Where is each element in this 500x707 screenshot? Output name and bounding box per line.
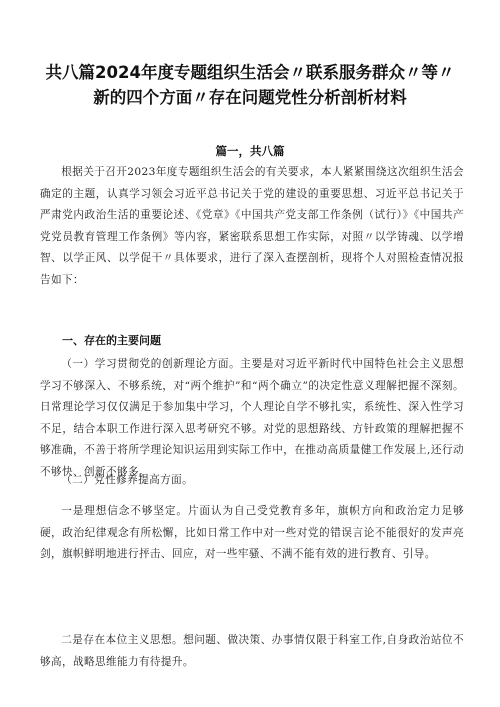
paragraph-theory-study: （一）学习贯彻党的创新理论方面。主要是对习近平新时代中国特色社会主义思想学习不够深入、不够系统，对“两个维护”和“两个确立”的决定性意义理解把握不深刻。日常理论学习仅仅满足于参加集中学习，个人理论自学不够扎实，系统性、深入性学习不足，结合本职工作进行深入思考研究不够。对党的思想路线、方针政策的理解把握不够准确，不善于将所学理论知识运用到实际工作中，在推动高质量健工作发展上,还行动不够快、创新不够多。 [40,358,464,478]
intro-paragraph: 根据关于召开2023年度专题组织生活会的有关要求，本人紧紧围绕这次组织生活会确定的主题，认真学习领会习近平总书记关于党的建设的重要思想、习近平总书记关于严肃党内政治生活的重要论述、《党章》《中国共产党支部工作条例（试行）》《中国共产党党员教育管理工作条例》等内容，紧密联系思想工作实际，对照〃以学铸魂、以学增智、以学正风、以学促干〃具体要求，进行了深入查摆剖析，现将个人对照检查情况报告如下： [40,166,464,286]
document-title: 共八篇2024年度专题组织生活会〃联系服务群众〃等〃新的四个方面〃存在问题党性分析剖析材料 [45,63,455,107]
paragraph-ideals-belief: 一是理想信念不够坚定。片面认为自己受党教育多年，旗帜方向和政治定力足够硬，政治纪律观念有所松懈，比如日常工作中对一些对党的错误言论不能很好的发声亮剑，旗帜鲜明地进行抨击、回应，对一些牢骚、不满不能有效的进行教育、引导。 [40,505,464,560]
document-subtitle: 篇一，共八篇 [215,144,285,158]
paragraph-departmentalism: 二是存在本位主义思想。想问题、做决策、办事情仅限于科室工作,自身政治站位不够高，战略思维能力有待提升。 [40,634,464,668]
section-heading: 一、存在的主要问题 [62,334,161,347]
paragraph-party-spirit-heading: （二）党性修养提高方面。 [61,474,194,486]
